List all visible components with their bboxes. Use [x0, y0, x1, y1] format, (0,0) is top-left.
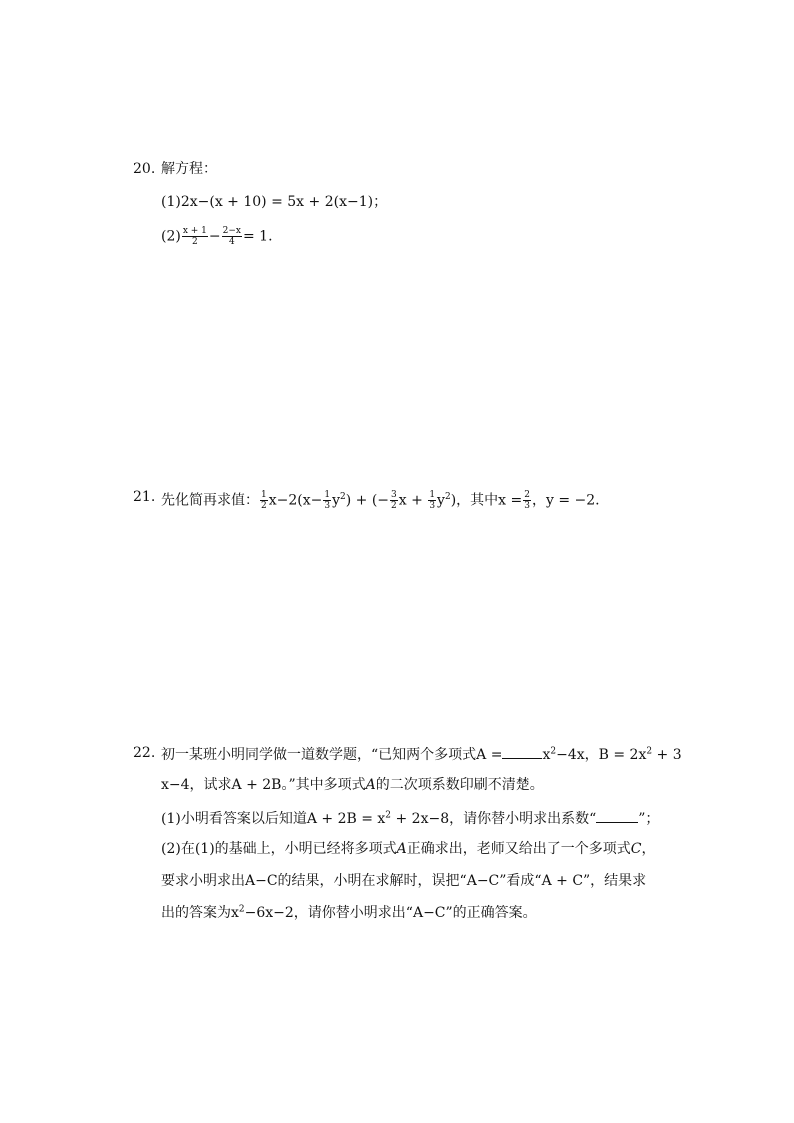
- question-number: 22.: [133, 745, 156, 761]
- equation: 2x−(x + 10) = 5x + 2(x−1)；: [180, 194, 388, 210]
- line-2: x−4，试求A + 2B。”其中多项式A的二次项系数印刷不清楚。: [161, 777, 544, 793]
- line-6: 出的答案为$x^2-6x-2$，请你替小明求出“A−C”的正确答案。: [161, 904, 537, 921]
- fraction: $\frac{2-x}{4}$: [222, 226, 241, 247]
- answer-blank[interactable]: [596, 810, 638, 823]
- question-number: 21.: [133, 489, 156, 505]
- question-text: 先化简再求值： $\frac{1}{2}$ x−2(x− $\frac{1}{3}$ $y^2$) + (− $\frac{3}{2}$ x + $\frac{1}{3}$ $y^2$)，其中x = $\frac{2}{3}$ ，y = −2.: [161, 490, 600, 511]
- line-5: 要求小明求出A−C的结果，小明在求解时，误把“A−C”看成“A + C”，结果求: [161, 873, 647, 889]
- line-3: (1)小明看答案以后知道$A + 2B = x^2 + 2x-8$，请你替小明求出系数“ ”；: [161, 810, 660, 827]
- fraction: $\frac{x + 1}{2}$: [182, 226, 207, 247]
- part-2: (2) $\frac{x + 1}{2}$ − $\frac{2-x}{4}$ = 1.: [161, 226, 273, 247]
- question-title: 解方程：: [161, 161, 217, 177]
- line-4: (2)在(1)的基础上，小明已经将多项式A正确求出，老师又给出了一个多项式C，: [161, 841, 656, 857]
- part-1: (1)2x−(x + 10) = 5x + 2(x−1)；: [161, 194, 388, 210]
- answer-blank[interactable]: [502, 746, 542, 759]
- line-1: 初一某班小明同学做一道数学题，“已知两个多项式$A = x^2-4x$，$B = 2x^2 + 3$: [161, 746, 682, 763]
- question-number: 20.: [133, 161, 156, 177]
